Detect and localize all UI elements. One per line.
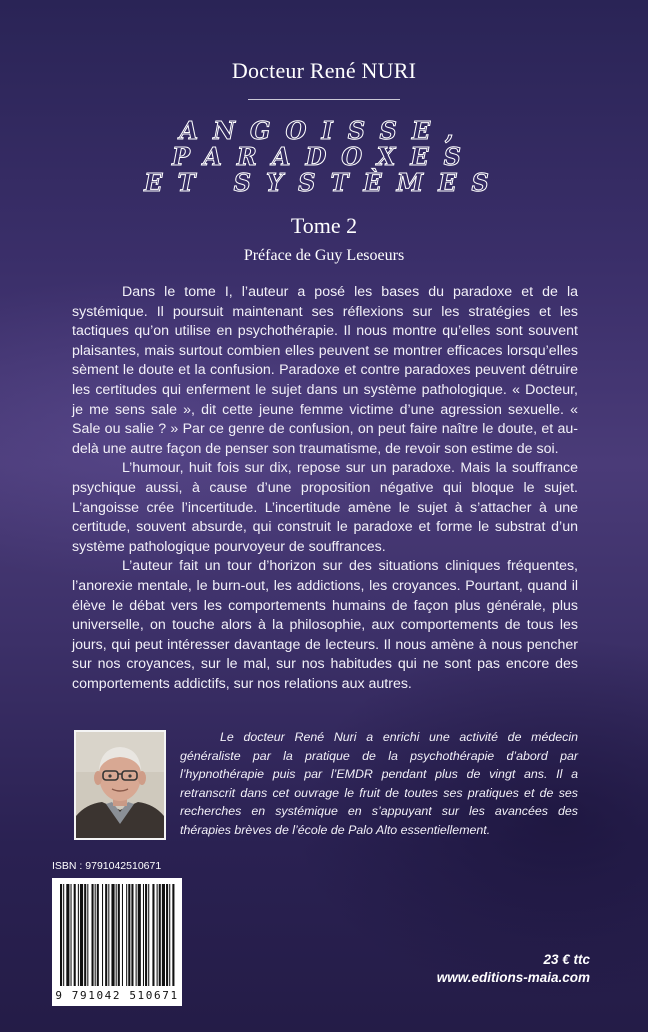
author-biography <box>180 728 578 840</box>
barcode-bar <box>169 884 170 986</box>
barcode-bar <box>143 884 144 986</box>
barcode-bar <box>172 884 174 986</box>
barcode-bar <box>97 884 99 986</box>
barcode-bar <box>102 884 103 986</box>
author-photo <box>74 730 166 840</box>
barcode-bar <box>92 884 94 986</box>
price-label: 23 € ttc <box>543 952 590 967</box>
barcode-bar <box>145 884 147 986</box>
blurb-paragraph: Dans le tome I, l’auteur a posé les bases du paradoxe et de la systémique. Il poursuit maintenant ses réflexions sur les stratégies et les tactiques qu’on utilise en psychothérapie. Il nous montre qu’elles sont souvent plaisantes, mais surtout combien elles peuvent se montrer efficaces lorsqu’elles sèment le doute et la confusion. Paradoxe et contre paradoxes peuvent détruire les certitudes qui enferment le sujet dans un système pathologique. « Docteur, je me sens sale », dit cette jeune femme victime d’une agression sexuelle. « Sale ou salie ? » Par ce genre de confusion, on peut faire naître le doute, et au-delà une autre façon de penser son traumatisme, de revoir son estime de soi. <box>72 284 578 457</box>
author-name-header: Docteur René NURI <box>231 58 417 83</box>
blurb-paragraph: L’humour, huit fois sur dix, repose sur un paradoxe. Mais la souffrance psychique aussi, à cause d’une proposition négative qui bloque le sujet. L’angoisse crée l’incertitude. L’incertitude amène le sujet à s’attacher à une certitude, souvent absurde, qui construit le paradoxe et forme le substrat d’un système pathologique pourvoyeur de souffrances. <box>72 460 578 555</box>
barcode-bar <box>66 884 69 986</box>
barcode-bar <box>152 884 154 986</box>
barcode-bar <box>108 884 109 986</box>
barcode-bar <box>162 884 165 986</box>
book-title-line-1: ANGOISSE, <box>179 116 469 145</box>
publisher-website-link[interactable]: www.editions-maia.com <box>436 970 590 985</box>
barcode-bar <box>80 884 83 986</box>
volume-label: Tome 2 <box>290 213 358 238</box>
book-title-line-3: ET SYSTÈMES <box>144 168 504 197</box>
barcode-bar <box>157 884 158 986</box>
barcode-bar <box>95 884 96 986</box>
barcode-bar <box>126 884 127 986</box>
barcode-bar <box>71 884 72 986</box>
barcode-bar <box>74 884 76 986</box>
barcode-bar <box>116 884 117 986</box>
barcode-bar <box>131 884 133 986</box>
author-bio-text: Le docteur René Nuri a enrichi une activité de médecin généraliste par la pratique de la psychothérapie d’abord par l’hypnothérapie puis par l’EMDR pendant plus de vingt ans. Il a retranscrit dans cet ouvrage le fruit de toutes ses pratiques et de ses recherches en systémique en s’appuyant sur les avancées des thérapies brèves de l’école de Palo Alto essentiellement. <box>180 730 578 837</box>
barcode-bar <box>128 884 130 986</box>
preface-credit: Préface de Guy Lesoeurs <box>243 247 405 264</box>
barcode-bar <box>105 884 107 986</box>
back-cover-blurb <box>72 283 578 694</box>
barcode-bar <box>111 884 114 986</box>
barcode-bar <box>60 884 62 986</box>
title-divider <box>248 99 400 100</box>
barcode-bar <box>138 884 141 986</box>
barcode-bar <box>136 884 137 986</box>
barcode-bar <box>63 884 64 986</box>
barcode-bar <box>159 884 161 986</box>
barcode-bars <box>52 878 182 990</box>
book-title-line-2: PARADOXES <box>171 142 477 171</box>
author-portrait-image <box>76 732 164 838</box>
blurb-paragraph: L’auteur fait un tour d’horizon sur des situations cliniques fréquentes, l’anorexie mentale, le burn-out, les addictions, les croyances. Pourtant, quand il élève le débat vers les comportements humains de façon plus générale, plus universelle, on touche alors à la philosophie, aux comportements de tous les jours, qui peut intéresser davantage de lecteurs. Il nous amène à nous pencher sur nos croyances, sur le mal, sur nos habitudes qui ne sont pas encore des comportements addictifs, sur nos relations aux autres. <box>72 558 578 692</box>
barcode-bar <box>118 884 120 986</box>
barcode-bar <box>122 884 123 986</box>
barcode-bar <box>87 884 88 986</box>
barcode-bar <box>166 884 168 986</box>
barcode-bar <box>148 884 149 986</box>
isbn-barcode <box>52 878 182 1006</box>
isbn-label: ISBN : 9791042510671 <box>52 860 162 872</box>
barcode-bar <box>78 884 79 986</box>
barcode-bar <box>84 884 86 986</box>
barcode-digits: 9 791042 510671 <box>55 989 179 1002</box>
